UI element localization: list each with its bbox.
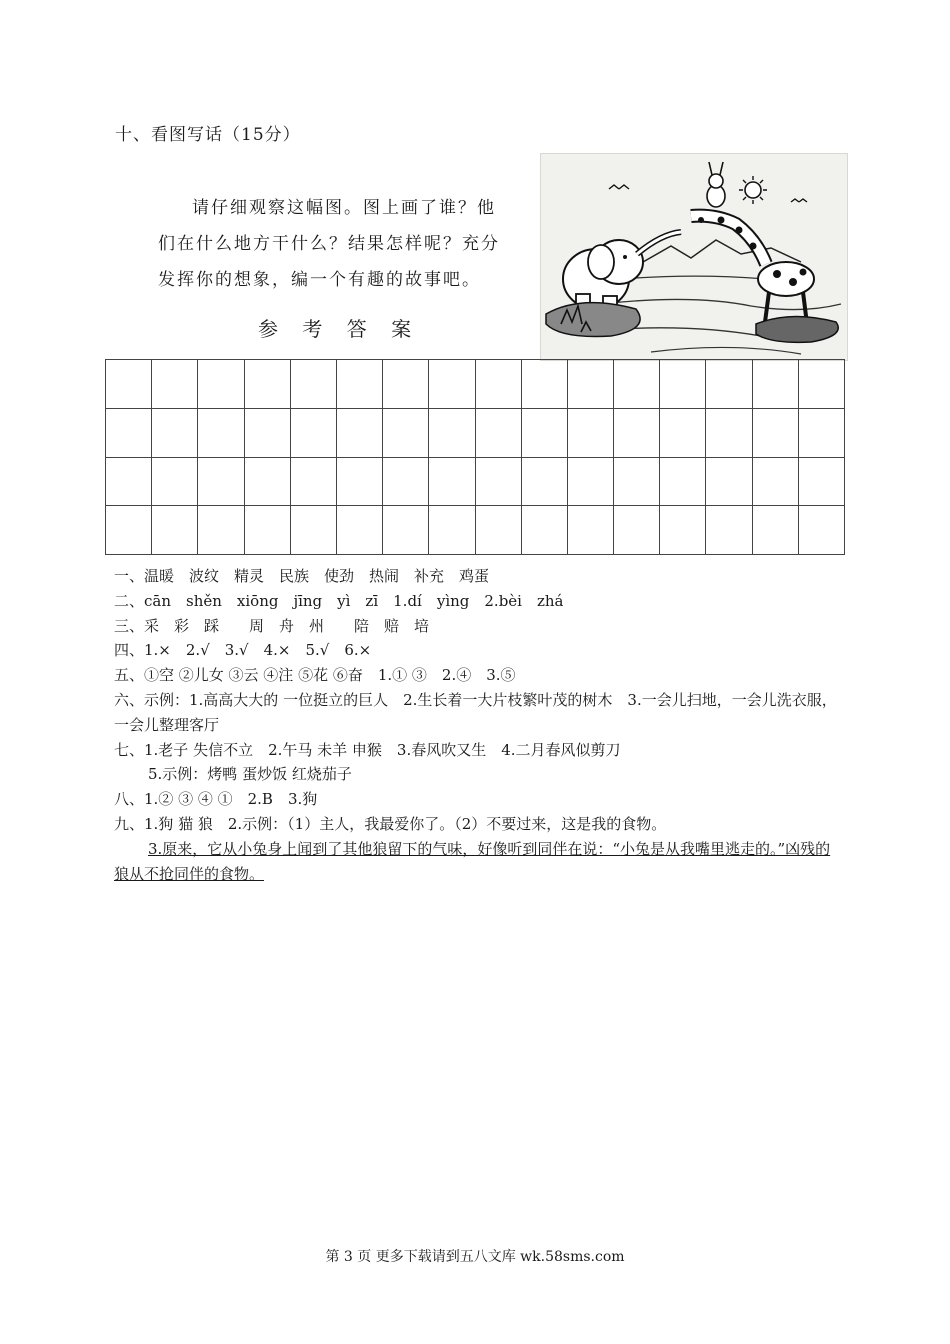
answer-line: 3.原来，它从小兔身上闻到了其他狼留下的气味，好像听到同伴在说：“小兔是从我嘴里逃走的。”凶残的狼从不抢同伴的食物。 <box>114 839 831 883</box>
grid-cell <box>660 457 706 506</box>
prompt-line: 们在什么地方干什么？结果怎样呢？充分 <box>158 234 500 254</box>
answer-line: 一、温暖 波纹 精灵 民族 使劲 热闹 补充 鸡蛋 <box>114 567 490 585</box>
grid-cell <box>660 360 706 409</box>
grid-cell <box>706 408 752 457</box>
illustration-image <box>540 153 848 361</box>
grid-cell <box>567 360 613 409</box>
grid-cell <box>336 506 382 555</box>
grid-row <box>106 360 845 409</box>
grid-cell <box>614 408 660 457</box>
grid-cell <box>521 506 567 555</box>
grid-cell <box>198 408 244 457</box>
grid-cell <box>798 408 844 457</box>
grid-cell <box>660 408 706 457</box>
grid-cell <box>383 457 429 506</box>
grid-cell <box>475 360 521 409</box>
grid-cell <box>798 457 844 506</box>
grid-cell <box>429 360 475 409</box>
answer-key <box>114 564 844 886</box>
grid-cell <box>521 360 567 409</box>
writing-prompt <box>158 190 530 298</box>
illustration-drawing <box>541 154 847 360</box>
answer-line: 三、采 彩 踩 周 舟 州 陪 赔 培 <box>114 616 430 635</box>
writing-grid <box>105 359 845 555</box>
grid-cell <box>244 506 290 555</box>
grid-cell <box>429 408 475 457</box>
answer-heading: 参 考 答 案 <box>258 317 421 341</box>
grid-cell <box>752 408 798 457</box>
grid-cell <box>798 506 844 555</box>
page-footer: 第 3 页 更多下载请到五八文库 wk.58sms.com <box>325 1249 625 1265</box>
grid-cell <box>475 408 521 457</box>
grid-cell <box>290 506 336 555</box>
grid-row <box>106 457 845 506</box>
answer-line: 5.示例：烤鸭 蛋炒饭 红烧茄子 <box>148 765 352 784</box>
grid-cell <box>706 360 752 409</box>
grid-cell <box>198 457 244 506</box>
grid-cell <box>706 457 752 506</box>
grid-cell <box>106 457 152 506</box>
prompt-line: 发挥你的想象，编一个有趣的故事吧。 <box>158 270 481 290</box>
grid-cell <box>152 457 198 506</box>
grid-cell <box>336 457 382 506</box>
grid-cell <box>614 360 660 409</box>
grid-cell <box>383 408 429 457</box>
answer-line: 八、1.② ③ ④ ① 2.B 3.狗 <box>114 790 318 809</box>
grid-cell <box>614 506 660 555</box>
grid-cell <box>798 360 844 409</box>
grid-cell <box>567 408 613 457</box>
grid-cell <box>614 457 660 506</box>
grid-cell <box>290 408 336 457</box>
grid-cell <box>106 506 152 555</box>
grid-cell <box>198 360 244 409</box>
grid-row <box>106 506 845 555</box>
answer-line: 六、示例：1.高高大大的 一位挺立的巨人 2.生长着一大片枝繁叶茂的树木 3.一会儿扫地，一会儿洗衣服，一会儿整理客厅 <box>114 690 837 734</box>
grid-cell <box>475 506 521 555</box>
grid-cell <box>152 360 198 409</box>
grid-cell <box>290 457 336 506</box>
answer-line: 四、1.× 2.√ 3.√ 4.× 5.√ 6.× <box>114 641 372 660</box>
grid-cell <box>521 408 567 457</box>
grid-cell <box>152 506 198 555</box>
grid-cell <box>106 360 152 409</box>
answer-line: 七、1.老子 失信不立 2.午马 未羊 申猴 3.春风吹又生 4.二月春风似剪刀 <box>114 740 621 759</box>
section-title: 十、看图写话（15分） <box>115 125 301 145</box>
grid-cell <box>567 457 613 506</box>
answer-line: 二、cān shěn xiōng jīng yì zī 1.dí yìng 2.bèi zhá <box>114 591 564 610</box>
grid-cell <box>383 506 429 555</box>
grid-cell <box>290 360 336 409</box>
grid-cell <box>198 506 244 555</box>
prompt-line: 请仔细观察这幅图。图上画了谁？他 <box>192 198 496 218</box>
answer-line: 九、1.狗 猫 狼 2.示例：（1）主人，我最爱你了。（2）不要过来，这是我的食物。 <box>114 814 667 833</box>
grid-cell <box>244 360 290 409</box>
grid-cell <box>752 457 798 506</box>
grid-cell <box>383 360 429 409</box>
grid-cell <box>429 506 475 555</box>
grid-cell <box>429 457 475 506</box>
grid-cell <box>336 408 382 457</box>
grid-cell <box>752 360 798 409</box>
grid-cell <box>152 408 198 457</box>
grid-cell <box>567 506 613 555</box>
grid-cell <box>660 506 706 555</box>
grid-cell <box>244 457 290 506</box>
grid-cell <box>752 506 798 555</box>
grid-cell <box>521 457 567 506</box>
grid-row <box>106 408 845 457</box>
grid-cell <box>244 408 290 457</box>
grid-cell <box>106 408 152 457</box>
grid-cell <box>706 506 752 555</box>
answer-line: 五、①空 ②儿女 ③云 ④注 ⑤花 ⑥奋 1.① ③ 2.④ 3.⑤ <box>114 666 516 685</box>
grid-cell <box>475 457 521 506</box>
grid-cell <box>336 360 382 409</box>
